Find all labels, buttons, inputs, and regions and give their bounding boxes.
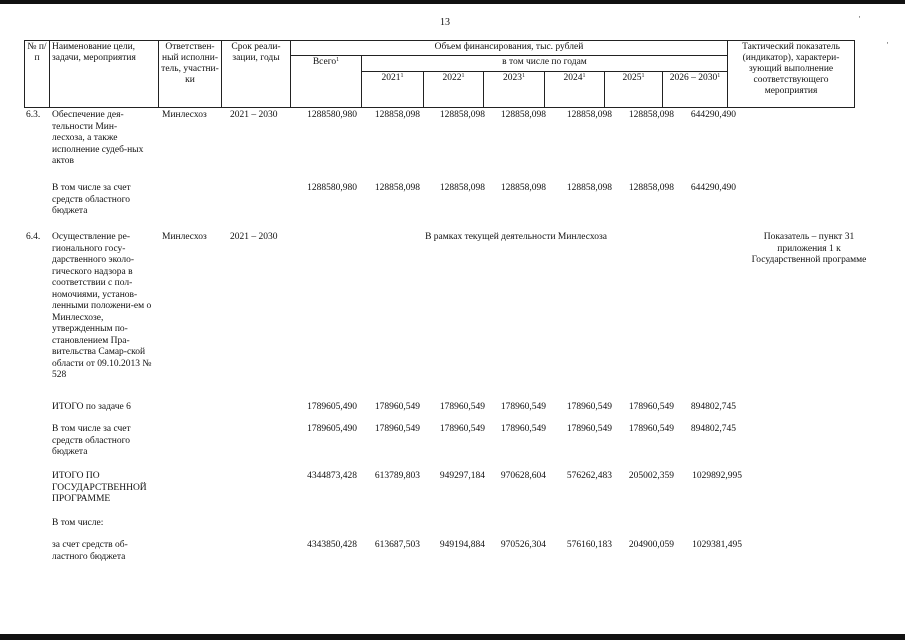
value-2026-2030: 644290,490 xyxy=(690,110,736,120)
value-2023: 970628,604 xyxy=(500,471,546,481)
value-2025: 204900,059 xyxy=(628,540,674,550)
value-2022: 949297,184 xyxy=(439,471,485,481)
row-name: ИТОГО ПО ГОСУДАРСТВЕННОЙ ПРОГРАММЕ xyxy=(52,471,147,504)
header-no: № п/п xyxy=(25,41,50,108)
value-2024: 178960,549 xyxy=(566,424,612,434)
header-year-2021: 2021$^1$ xyxy=(362,72,424,108)
scan-mark: · xyxy=(858,12,861,22)
row-indicator: Показатель – пункт 31 приложения 1 к Государственной программе xyxy=(751,232,867,265)
value-2021: 128858,098 xyxy=(374,183,420,193)
merged-financing-note: В рамках текущей деятельности Минлесхоза xyxy=(425,232,607,242)
value-2022: 128858,098 xyxy=(439,110,485,120)
table-header xyxy=(24,40,855,108)
bottom-border xyxy=(0,634,905,640)
value-total: 1789605,490 xyxy=(307,402,357,412)
value-2024: 576160,183 xyxy=(566,540,612,550)
value-2026-2030: 894802,745 xyxy=(690,424,736,434)
value-2023: 178960,549 xyxy=(500,402,546,412)
row-term: 2021 – 2030 xyxy=(230,232,278,242)
row-name: ИТОГО по задаче 6 xyxy=(52,402,131,412)
value-2026-2030: 1029381,495 xyxy=(692,540,742,550)
header-term: Срок реали-зации, годы xyxy=(222,41,291,108)
row-name: за счет средств об-ластного бюджета xyxy=(52,540,128,562)
row-number: 6.4. xyxy=(26,232,41,242)
header-indicator: Тактический показатель (индикатор), характери-зующий выполнение соответствующего мероприятия xyxy=(728,41,855,108)
value-2021: 128858,098 xyxy=(374,110,420,120)
value-2025: 205002,359 xyxy=(628,471,674,481)
header-year-2022: 2022$^1$ xyxy=(424,72,484,108)
value-2026-2030: 894802,745 xyxy=(690,402,736,412)
row-name: В том числе за счет средств областного бюджета xyxy=(52,183,131,216)
value-2021: 178960,549 xyxy=(374,424,420,434)
row-term: 2021 – 2030 xyxy=(230,110,278,120)
value-2025: 128858,098 xyxy=(628,183,674,193)
header-total: Всего$^1$ xyxy=(291,56,362,108)
value-2021: 613789,803 xyxy=(374,471,420,481)
value-2023: 178960,549 xyxy=(500,424,546,434)
page-number: 13 xyxy=(440,17,450,28)
value-2026-2030: 1029892,995 xyxy=(692,471,742,481)
value-2025: 128858,098 xyxy=(628,110,674,120)
value-total: 4344873,428 xyxy=(307,471,357,481)
header-year-2025: 2025$^1$ xyxy=(605,72,663,108)
row-name: В том числе за счет средств областного бюджета xyxy=(52,424,131,457)
value-total: 4343850,428 xyxy=(307,540,357,550)
value-2022: 178960,549 xyxy=(439,424,485,434)
value-2022: 949194,884 xyxy=(439,540,485,550)
value-2021: 178960,549 xyxy=(374,402,420,412)
row-responsible: Минлесхоз xyxy=(162,232,207,242)
value-2021: 613687,503 xyxy=(374,540,420,550)
row-responsible: Минлесхоз xyxy=(162,110,207,120)
header-year-2026-2030: 2026 – 2030$^1$ xyxy=(663,72,728,108)
value-2022: 128858,098 xyxy=(439,183,485,193)
row-name: Обеспечение дея-тельности Мин-лесхоза, а также исполнение судеб-ных актов xyxy=(52,110,144,166)
row-number: 6.3. xyxy=(26,110,41,120)
value-2023: 970526,304 xyxy=(500,540,546,550)
header-by-year: в том числе по годам xyxy=(362,56,728,72)
value-2025: 178960,549 xyxy=(628,402,674,412)
scan-mark: · xyxy=(886,38,889,48)
header-responsible: Ответствен-ный исполни-тель, участни-ки xyxy=(159,41,222,108)
header-year-2023: 2023$^1$ xyxy=(484,72,545,108)
value-2024: 178960,549 xyxy=(566,402,612,412)
value-total: 1288580,980 xyxy=(307,110,357,120)
value-2022: 178960,549 xyxy=(439,402,485,412)
value-2024: 128858,098 xyxy=(566,110,612,120)
top-border xyxy=(0,0,905,4)
header-financing: Объем финансирования, тыс. рублей xyxy=(291,41,728,56)
value-2023: 128858,098 xyxy=(500,183,546,193)
value-2024: 576262,483 xyxy=(566,471,612,481)
row-name: Осуществление ре-гионального госу-дарственного эколо-гического надзора в соответствии с пол-номочиями, установ-ленными положени-ем о Минлесхозе, утвержденным по-становлением Пра-вительства Самар-ской области от 09.10.2013 № 528 xyxy=(52,232,152,380)
value-2024: 128858,098 xyxy=(566,183,612,193)
value-2025: 178960,549 xyxy=(628,424,674,434)
value-2026-2030: 644290,490 xyxy=(690,183,736,193)
value-total: 1288580,980 xyxy=(307,183,357,193)
value-2023: 128858,098 xyxy=(500,110,546,120)
header-year-2024: 2024$^1$ xyxy=(545,72,605,108)
header-name: Наименование цели, задачи, мероприятия xyxy=(50,41,159,108)
row-name: В том числе: xyxy=(52,518,104,528)
value-total: 1789605,490 xyxy=(307,424,357,434)
